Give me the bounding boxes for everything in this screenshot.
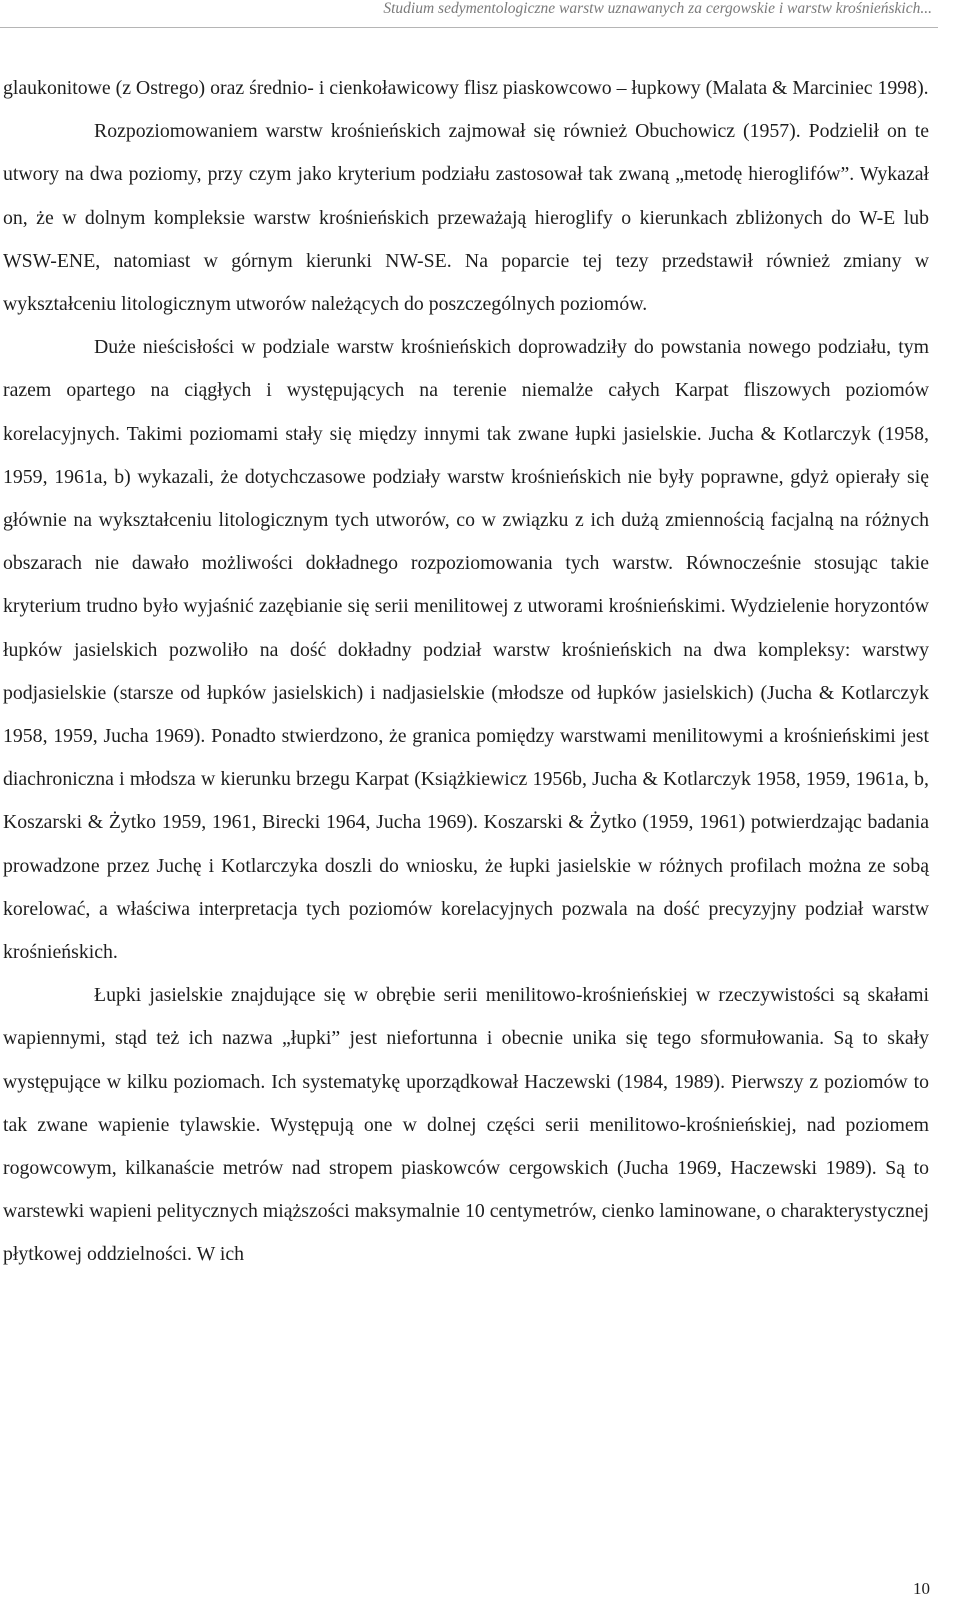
paragraph-continuation: glaukonitowe (z Ostrego) oraz średnio- i cienkoławicowy flisz piaskowcowo – łupkowy (Malata & Marciniec 1998). xyxy=(3,77,929,99)
header-rule xyxy=(0,27,938,28)
running-header: Studium sedymentologiczne warstw uznawanych za cergowskie i warstw krośnieńskich... xyxy=(383,0,932,17)
page-number: 10 xyxy=(913,1579,930,1598)
paragraph-lupki-jasielskie: Łupki jasielskie znajdujące się w obrębie serii menilitowo-krośnieńskiej w rzeczywistości są skałami wapiennymi, stąd też ich nazwa „łupki” jest niefortunna i obecnie unika się tego sformułowania. Są to skały występujące w kilku poziomach. Ich systematykę uporządkował Haczewski (1984, 1989). Pierwszy z poziomów to tak zwane wapienie tylawskie. Występują one w dolnej części serii menilitowo-krośnieńskiej, nad poziomem rogowcowym, kilkanaście metrów nad stropem piaskowców cergowskich (Jucha 1969, Haczewski 1989). Są to warstewki wapieni pelitycznych miąższości maksymalnie 10 centymetrów, cienko laminowane, o charakterystycznej płytkowej oddzielności. W ich xyxy=(3,984,929,1266)
body-text xyxy=(3,67,929,1277)
paragraph-obuchowicz: Rozpoziomowaniem warstw krośnieńskich zajmował się również Obuchowicz (1957). Podzielił on te utwory na dwa poziomy, przy czym jako kryterium podziału zastosował tak zwaną „metodę hieroglifów”. Wykazał on, że w dolnym kompleksie warstw krośnieńskich przeważają hieroglify o kierunkach zbliżonych do W-E lub WSW-ENE, natomiast w górnym kierunki NW-SE. Na poparcie tej tezy przedstawił również zmiany w wykształceniu litologicznym utworów należących do poszczególnych poziomów. xyxy=(3,120,929,316)
paragraph-jasielskie-division: Duże nieścisłości w podziale warstw krośnieńskich doprowadziły do powstania nowego podziału, tym razem opartego na ciągłych i występujących na terenie niemalże całych Karpat fliszowych poziomów korelacyjnych. Takimi poziomami stały się między innymi tak zwane łupki jasielskie. Jucha & Kotlarczyk (1958, 1959, 1961a, b) wykazali, że dotychczasowe podziały warstw krośnieńskich nie były poprawne, gdyż opierały się głównie na wykształceniu litologicznym tych utworów, co w związku z ich dużą zmiennością facjalną na różnych obszarach nie dawało możliwości dokładnego rozpoziomowania tych warstw. Równocześnie stosując takie kryterium trudno było wyjaśnić zazębianie się serii menilitowej z utworami krośnieńskimi. Wydzielenie horyzontów łupków jasielskich pozwoliło na dość dokładny podział warstw krośnieńskich na dwa kompleksy: warstwy podjasielskie (starsze od łupków jasielskich) i nadjasielskie (młodsze od łupków jasielskich) (Jucha & Kotlarczyk 1958, 1959, Jucha 1969). Ponadto stwierdzono, że granica pomiędzy warstwami menilitowymi a krośnieńskimi jest diachroniczna i młodsza w kierunku brzegu Karpat (Książkiewicz 1956b, Jucha & Kotlarczyk 1958, 1959, 1961a, b, Koszarski & Żytko 1959, 1961, Birecki 1964, Jucha 1969). Koszarski & Żytko (1959, 1961) potwierdzając badania prowadzone przez Juchę i Kotlarczyka doszli do wniosku, że łupki jasielskie w różnych profilach można ze sobą korelować, a właściwa interpretacja tych poziomów korelacyjnych pozwala na dość precyzyjny podział warstw krośnieńskich. xyxy=(3,336,929,964)
